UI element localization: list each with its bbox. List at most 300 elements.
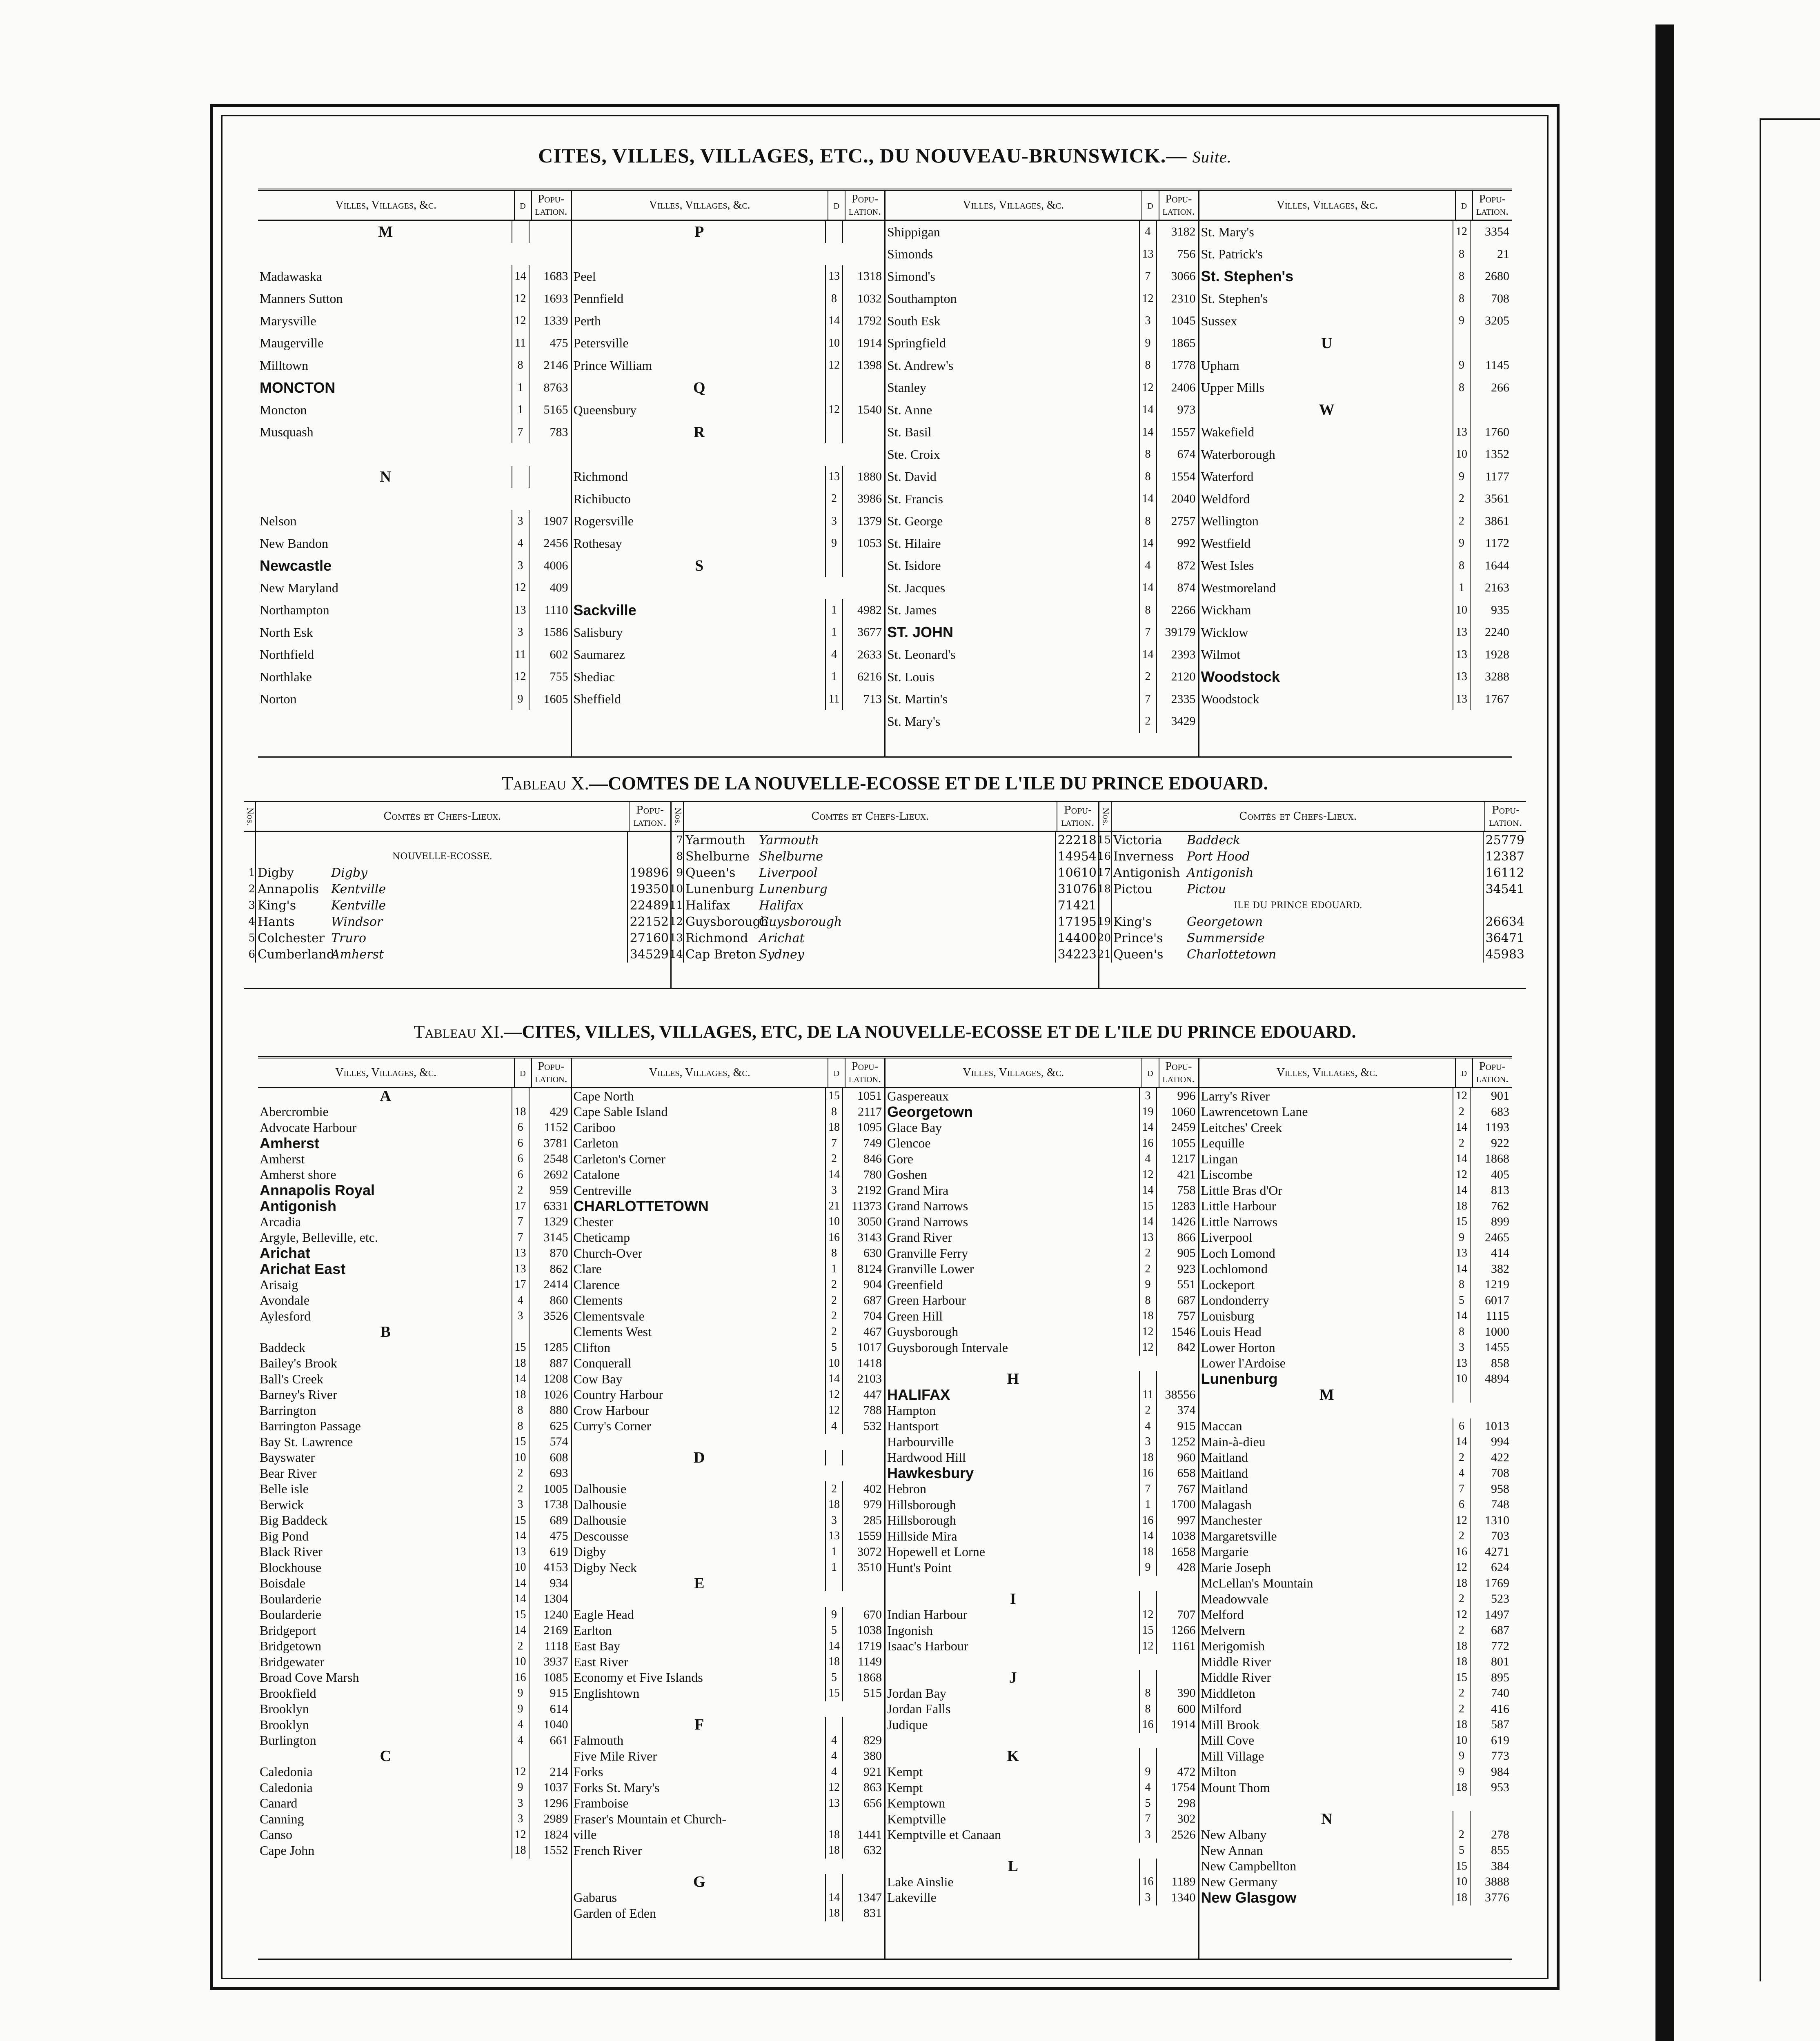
population-value: 693 bbox=[550, 1466, 568, 1480]
population-value: 831 bbox=[863, 1906, 882, 1920]
district-number: 12 bbox=[825, 399, 843, 421]
place-name: Granville Ferry bbox=[887, 1245, 968, 1261]
district-number: 12 bbox=[825, 354, 843, 377]
county-seat: Amherst bbox=[331, 947, 384, 962]
place-name: Lake Ainslie bbox=[887, 1874, 954, 1889]
population-value: 475 bbox=[550, 336, 568, 350]
place-name: Upham bbox=[1201, 358, 1239, 373]
county-population: 71421 bbox=[1055, 897, 1098, 914]
district-number: 9 bbox=[1139, 1560, 1157, 1576]
population-value: 382 bbox=[1491, 1262, 1509, 1276]
table-row bbox=[886, 688, 1198, 711]
county-population: 22489 bbox=[627, 897, 670, 914]
table-row bbox=[258, 1340, 571, 1356]
district-number: 12 bbox=[512, 577, 530, 599]
district-number: 2 bbox=[1139, 666, 1157, 688]
district-number: 17 bbox=[512, 1277, 530, 1293]
county-population: 45983 bbox=[1483, 946, 1526, 963]
district-number: 4 bbox=[1139, 1418, 1157, 1434]
table-row bbox=[1199, 1639, 1512, 1654]
district-number: 16 bbox=[1139, 1717, 1157, 1733]
table-row bbox=[572, 243, 885, 266]
table-row bbox=[258, 1528, 571, 1544]
place-name: Richibucto bbox=[573, 491, 631, 506]
place-name: Madawaska bbox=[260, 269, 322, 284]
district-number: 12 bbox=[1453, 1167, 1471, 1183]
table-row bbox=[572, 1905, 885, 1921]
district-number: 16 bbox=[825, 1230, 843, 1246]
table-row bbox=[1199, 399, 1512, 421]
table-row bbox=[258, 1623, 571, 1639]
county-number bbox=[1099, 897, 1112, 914]
population-value: 1032 bbox=[857, 291, 882, 305]
county-population: 31076 bbox=[1055, 881, 1098, 897]
population-value: 625 bbox=[550, 1419, 568, 1433]
table-row bbox=[258, 1120, 571, 1136]
population-value: 2459 bbox=[1171, 1121, 1196, 1134]
population-value: 973 bbox=[1177, 403, 1196, 417]
place-name: L bbox=[1008, 1857, 1018, 1875]
table-row bbox=[572, 1733, 885, 1749]
place-name: Leitches' Creek bbox=[1201, 1120, 1282, 1135]
district-number: 3 bbox=[825, 1513, 843, 1529]
place-name: Canard bbox=[260, 1796, 298, 1811]
place-name: Stanley bbox=[887, 380, 926, 395]
district-number: 14 bbox=[512, 1623, 530, 1639]
table-row bbox=[258, 1450, 571, 1466]
place-name: Prince William bbox=[573, 358, 652, 373]
page-title-main: CITES, VILLES, VILLAGES, ETC., DU NOUVEAU-BRUNSWICK.— bbox=[538, 144, 1187, 167]
county-name: Cap Breton bbox=[685, 947, 756, 962]
table-row bbox=[258, 1167, 571, 1183]
county-row bbox=[244, 865, 670, 881]
population-value: 619 bbox=[1491, 1733, 1509, 1747]
county-population: 10610 bbox=[1055, 865, 1098, 881]
district-number: 2 bbox=[1453, 1623, 1471, 1639]
place-name: New Albany bbox=[1201, 1827, 1267, 1842]
place-name: Cape John bbox=[260, 1843, 315, 1858]
table-row bbox=[886, 1151, 1198, 1167]
table-row bbox=[886, 1513, 1198, 1529]
table-row bbox=[572, 532, 885, 555]
header-population: Popu-lation. bbox=[1162, 193, 1195, 218]
place-name: Manchester bbox=[1201, 1513, 1262, 1528]
table-row bbox=[886, 466, 1198, 488]
county-number: 8 bbox=[672, 848, 684, 865]
county-number: 1 bbox=[244, 865, 256, 881]
place-name: Grand Mira bbox=[887, 1183, 949, 1198]
place-name: Bridgetown bbox=[260, 1639, 322, 1654]
table-row bbox=[886, 243, 1198, 266]
district-number: 2 bbox=[1453, 1685, 1471, 1701]
table-row bbox=[258, 488, 571, 510]
district-number: 10 bbox=[1453, 1371, 1471, 1387]
county-population bbox=[1483, 897, 1526, 914]
place-name: Church-Over bbox=[573, 1245, 643, 1261]
population-value: 2465 bbox=[1485, 1230, 1509, 1244]
place-name: Hopewell et Lorne bbox=[887, 1544, 985, 1559]
header-name: Villes, Villages, &c. bbox=[649, 1066, 750, 1079]
place-name: Boisdale bbox=[260, 1576, 305, 1591]
table-row bbox=[572, 1418, 885, 1434]
population-value: 1040 bbox=[543, 1718, 568, 1732]
table-row bbox=[1199, 1528, 1512, 1544]
table-row bbox=[1199, 243, 1512, 266]
district-number: 1 bbox=[1453, 577, 1471, 599]
place-name: Amherst shore bbox=[260, 1167, 336, 1182]
district-number: 14 bbox=[512, 1591, 530, 1607]
header-name: Villes, Villages, &c. bbox=[1276, 199, 1378, 211]
table-row bbox=[886, 1387, 1198, 1403]
county-population: 27160 bbox=[627, 930, 670, 946]
table-row bbox=[1199, 377, 1512, 399]
place-name: Five Mile River bbox=[573, 1748, 657, 1763]
population-value: 708 bbox=[1491, 1466, 1509, 1480]
table-row bbox=[886, 421, 1198, 444]
table-row bbox=[886, 1120, 1198, 1136]
table-row bbox=[886, 1403, 1198, 1418]
district-number: 9 bbox=[1453, 532, 1471, 555]
district-number: 15 bbox=[512, 1340, 530, 1356]
place-name: Mill Village bbox=[1201, 1748, 1264, 1763]
place-name: Centreville bbox=[573, 1183, 632, 1198]
population-value: 298 bbox=[1177, 1796, 1196, 1810]
district-number bbox=[1141, 1733, 1157, 1749]
table-row bbox=[572, 1890, 885, 1906]
population-value: 921 bbox=[863, 1765, 882, 1779]
county-population: 14400 bbox=[1055, 930, 1098, 946]
population-value: 1217 bbox=[1171, 1152, 1196, 1166]
district-number: 15 bbox=[512, 1513, 530, 1529]
table-row bbox=[572, 1104, 885, 1120]
place-name: Barrington Passage bbox=[260, 1418, 361, 1434]
district-number: 18 bbox=[1453, 1780, 1471, 1796]
population-value: 632 bbox=[863, 1843, 882, 1857]
table10-label: Tableau X. bbox=[501, 773, 589, 794]
place-name: Judique bbox=[887, 1717, 928, 1732]
table-row bbox=[258, 1151, 571, 1167]
population-value: 2240 bbox=[1485, 625, 1509, 639]
place-name: Glace Bay bbox=[887, 1120, 942, 1135]
table-row bbox=[572, 555, 885, 577]
district-number: 12 bbox=[512, 310, 530, 332]
county-row bbox=[672, 865, 1098, 881]
place-name: E bbox=[694, 1574, 705, 1592]
population-value: 1296 bbox=[543, 1796, 568, 1810]
population-value: 2310 bbox=[1171, 291, 1196, 305]
table-row bbox=[886, 532, 1198, 555]
county-row bbox=[244, 848, 670, 865]
place-name: Rothesay bbox=[573, 536, 622, 551]
table-row bbox=[258, 1356, 571, 1372]
population-value: 1928 bbox=[1485, 647, 1509, 661]
population-value: 428 bbox=[1177, 1561, 1196, 1574]
county-population: 25779 bbox=[1483, 832, 1526, 848]
population-value: 475 bbox=[550, 1529, 568, 1543]
district-number: 6 bbox=[1453, 1418, 1471, 1434]
district-number: 4 bbox=[825, 1418, 843, 1434]
place-name: Garden of Eden bbox=[573, 1905, 656, 1921]
district-number: 18 bbox=[1139, 1544, 1157, 1560]
place-name: Digby bbox=[573, 1544, 606, 1559]
population-value: 429 bbox=[550, 1105, 568, 1118]
district-number: 9 bbox=[825, 532, 843, 555]
county-population: 26634 bbox=[1483, 914, 1526, 930]
district-number: 1 bbox=[825, 599, 843, 622]
table-row bbox=[258, 1183, 571, 1198]
table-row bbox=[886, 1560, 1198, 1576]
population-value: 3986 bbox=[857, 492, 882, 506]
district-number: 8 bbox=[1453, 265, 1471, 288]
population-value: 749 bbox=[863, 1136, 882, 1150]
county-number: 21 bbox=[1099, 946, 1112, 963]
district-number: 8 bbox=[512, 1418, 530, 1434]
table-row bbox=[886, 1576, 1198, 1592]
place-name: Milltown bbox=[260, 358, 309, 373]
table-row bbox=[886, 1796, 1198, 1812]
county-number: 4 bbox=[244, 914, 256, 930]
table-column bbox=[572, 1058, 886, 1959]
table-row bbox=[258, 1685, 571, 1701]
place-name: Main-à-dieu bbox=[1201, 1434, 1266, 1449]
table-row bbox=[1199, 1544, 1512, 1560]
place-name: Economy et Five Islands bbox=[573, 1670, 703, 1685]
population-value: 2456 bbox=[543, 536, 568, 550]
place-name: Blockhouse bbox=[260, 1560, 322, 1575]
place-name: Burlington bbox=[260, 1733, 316, 1748]
district-number bbox=[1454, 1796, 1471, 1812]
place-name: Southampton bbox=[887, 291, 957, 306]
county-row bbox=[669, 897, 1098, 914]
population-value: 1700 bbox=[1171, 1498, 1196, 1512]
population-value: 801 bbox=[1491, 1655, 1509, 1669]
place-name: Larry's River bbox=[1201, 1088, 1270, 1103]
population-value: 1193 bbox=[1485, 1121, 1509, 1134]
district-number: 18 bbox=[825, 1827, 843, 1843]
district-number: 15 bbox=[512, 1434, 530, 1450]
population-value: 447 bbox=[863, 1387, 882, 1401]
table-row bbox=[572, 1544, 885, 1560]
table-row bbox=[886, 1591, 1198, 1607]
population-value: 1161 bbox=[1171, 1639, 1196, 1653]
place-name: Glencoe bbox=[887, 1136, 931, 1151]
header-population: Popu-lation. bbox=[1476, 1060, 1509, 1085]
place-name: Louisburg bbox=[1201, 1308, 1255, 1323]
table-row bbox=[886, 1701, 1198, 1717]
district-number: 2 bbox=[825, 488, 843, 510]
table-column bbox=[244, 802, 672, 988]
district-number: 14 bbox=[512, 1528, 530, 1544]
place-name: St. Mary's bbox=[887, 714, 941, 729]
next-page-edge bbox=[1760, 118, 1820, 1981]
place-name: Dalhousie bbox=[573, 1513, 627, 1528]
table-row bbox=[886, 1340, 1198, 1356]
table-row bbox=[572, 265, 885, 288]
district-number: 15 bbox=[1139, 1623, 1157, 1639]
district-number: 14 bbox=[825, 1167, 843, 1183]
table11-label: Tableau XI. bbox=[414, 1022, 504, 1042]
table-row bbox=[886, 710, 1198, 733]
district-number: 18 bbox=[825, 1843, 843, 1859]
district-number: 10 bbox=[512, 1654, 530, 1670]
district-number: 13 bbox=[1453, 421, 1471, 444]
population-value: 374 bbox=[1177, 1403, 1196, 1417]
place-name: Arcadia bbox=[260, 1214, 301, 1229]
district-number: 9 bbox=[1453, 310, 1471, 332]
place-name: St. Andrew's bbox=[887, 358, 954, 373]
population-value: 1914 bbox=[857, 336, 882, 350]
place-name: Guysborough Intervale bbox=[887, 1340, 1008, 1355]
district-number: 7 bbox=[512, 1230, 530, 1246]
table-row bbox=[1199, 1465, 1512, 1481]
table-row bbox=[1199, 1167, 1512, 1183]
population-value: 1252 bbox=[1171, 1435, 1196, 1449]
table-row bbox=[1199, 1387, 1512, 1403]
place-name: Liscombe bbox=[1201, 1167, 1253, 1182]
place-name: Sussex bbox=[1201, 313, 1237, 328]
district-number: 5 bbox=[1139, 1796, 1157, 1812]
table-row bbox=[1199, 666, 1512, 688]
table-row bbox=[572, 510, 885, 533]
table-row bbox=[258, 1230, 571, 1246]
table-row bbox=[258, 1843, 571, 1859]
population-value: 1310 bbox=[1485, 1513, 1509, 1527]
district-number: 4 bbox=[825, 1748, 843, 1764]
table-row bbox=[572, 421, 885, 444]
table-row bbox=[572, 599, 885, 622]
table-row bbox=[886, 1890, 1198, 1906]
population-value: 704 bbox=[863, 1309, 882, 1323]
district-number: 3 bbox=[512, 555, 530, 577]
place-name: Brookfield bbox=[260, 1685, 316, 1701]
place-name: J bbox=[1009, 1669, 1017, 1686]
district-number: 13 bbox=[825, 265, 843, 288]
table-row bbox=[258, 288, 571, 310]
place-name: Salisbury bbox=[573, 625, 623, 640]
county-name: Cumberland bbox=[258, 947, 335, 962]
population-value: 4006 bbox=[543, 558, 568, 572]
place-name: Arichat East bbox=[260, 1260, 346, 1277]
district-number: 5 bbox=[825, 1623, 843, 1639]
table-row bbox=[886, 1214, 1198, 1230]
place-name: Londonderry bbox=[1201, 1293, 1269, 1308]
district-number: 4 bbox=[512, 532, 530, 555]
table-column bbox=[1199, 1058, 1512, 1959]
county-seat: Windsor bbox=[331, 914, 383, 929]
place-name: Green Harbour bbox=[887, 1293, 966, 1308]
place-name: Maitland bbox=[1201, 1450, 1248, 1465]
population-value: 422 bbox=[1491, 1450, 1509, 1464]
place-name: Forks St. Mary's bbox=[573, 1780, 660, 1795]
table-row bbox=[886, 1434, 1198, 1450]
place-name: North Esk bbox=[260, 625, 313, 640]
table-row bbox=[572, 1827, 885, 1843]
place-name: Harbourville bbox=[887, 1434, 954, 1449]
table-row bbox=[258, 243, 571, 266]
header-district: d bbox=[828, 191, 845, 220]
district-number: 11 bbox=[1139, 1387, 1157, 1403]
place-name: Abercrombie bbox=[260, 1104, 329, 1119]
county-name: Inverness bbox=[1113, 849, 1174, 864]
district-number: 12 bbox=[512, 288, 530, 310]
table-row bbox=[572, 1167, 885, 1183]
table-row bbox=[572, 1764, 885, 1780]
place-name: Marie Joseph bbox=[1201, 1560, 1271, 1575]
table-row bbox=[886, 1198, 1198, 1214]
district-number bbox=[1139, 1748, 1157, 1764]
table-row bbox=[572, 1874, 885, 1890]
table-row bbox=[1199, 532, 1512, 555]
table-row bbox=[1199, 1136, 1512, 1152]
district-number: 18 bbox=[825, 1654, 843, 1670]
population-value: 2393 bbox=[1171, 647, 1196, 661]
district-number: 18 bbox=[825, 1905, 843, 1921]
table-row bbox=[1199, 1701, 1512, 1717]
table-row bbox=[258, 1465, 571, 1481]
place-name: St. Anne bbox=[887, 402, 932, 417]
table-row bbox=[1199, 1513, 1512, 1529]
district-number: 3 bbox=[1139, 1088, 1157, 1104]
column-header bbox=[258, 191, 571, 221]
county-row bbox=[669, 914, 1098, 930]
population-value: 687 bbox=[1177, 1293, 1196, 1307]
county-number: 11 bbox=[672, 897, 684, 914]
district-number: 2 bbox=[825, 1151, 843, 1167]
district-number bbox=[827, 1859, 843, 1874]
population-value: 670 bbox=[863, 1607, 882, 1621]
population-value: 3050 bbox=[857, 1215, 882, 1229]
district-number: 6 bbox=[512, 1120, 530, 1136]
table-row bbox=[1199, 599, 1512, 622]
place-name: Jordan Bay bbox=[887, 1685, 946, 1701]
table-row bbox=[572, 221, 885, 243]
population-value: 1586 bbox=[543, 625, 568, 639]
county-seat: Shelburne bbox=[759, 849, 823, 864]
table-row bbox=[572, 1277, 885, 1293]
population-value: 1208 bbox=[543, 1372, 568, 1386]
county-seat: Antigonish bbox=[1187, 865, 1254, 880]
column-header bbox=[886, 1058, 1198, 1088]
population-value: 899 bbox=[1491, 1215, 1509, 1229]
district-number: 3 bbox=[512, 1811, 530, 1827]
table-row bbox=[1199, 1654, 1512, 1670]
county-population: 16112 bbox=[1483, 865, 1526, 881]
district-number: 5 bbox=[1453, 1843, 1471, 1859]
table-row bbox=[886, 1088, 1198, 1104]
table-row bbox=[1199, 1088, 1512, 1104]
district-number: 2 bbox=[1453, 1591, 1471, 1607]
table-row bbox=[1199, 1811, 1512, 1827]
place-name: St. Francis bbox=[887, 491, 943, 506]
population-value: 1540 bbox=[857, 403, 882, 417]
table-row bbox=[258, 599, 571, 622]
table-row bbox=[258, 1136, 571, 1152]
county-number: 15 bbox=[1099, 832, 1112, 848]
district-number: 8 bbox=[512, 1403, 530, 1418]
table-row bbox=[886, 1859, 1198, 1874]
district-number bbox=[825, 1874, 843, 1890]
place-name: Meadowvale bbox=[1201, 1591, 1268, 1606]
table-row bbox=[886, 1136, 1198, 1152]
place-name: Dalhousie bbox=[573, 1481, 627, 1496]
table-row bbox=[886, 1371, 1198, 1387]
place-name: New Germany bbox=[1201, 1874, 1277, 1889]
place-name: Bay St. Lawrence bbox=[260, 1434, 353, 1449]
population-value: 901 bbox=[1491, 1089, 1509, 1103]
table-row bbox=[258, 466, 571, 488]
place-name: N bbox=[1321, 1810, 1333, 1828]
place-name: Cape North bbox=[573, 1088, 634, 1103]
